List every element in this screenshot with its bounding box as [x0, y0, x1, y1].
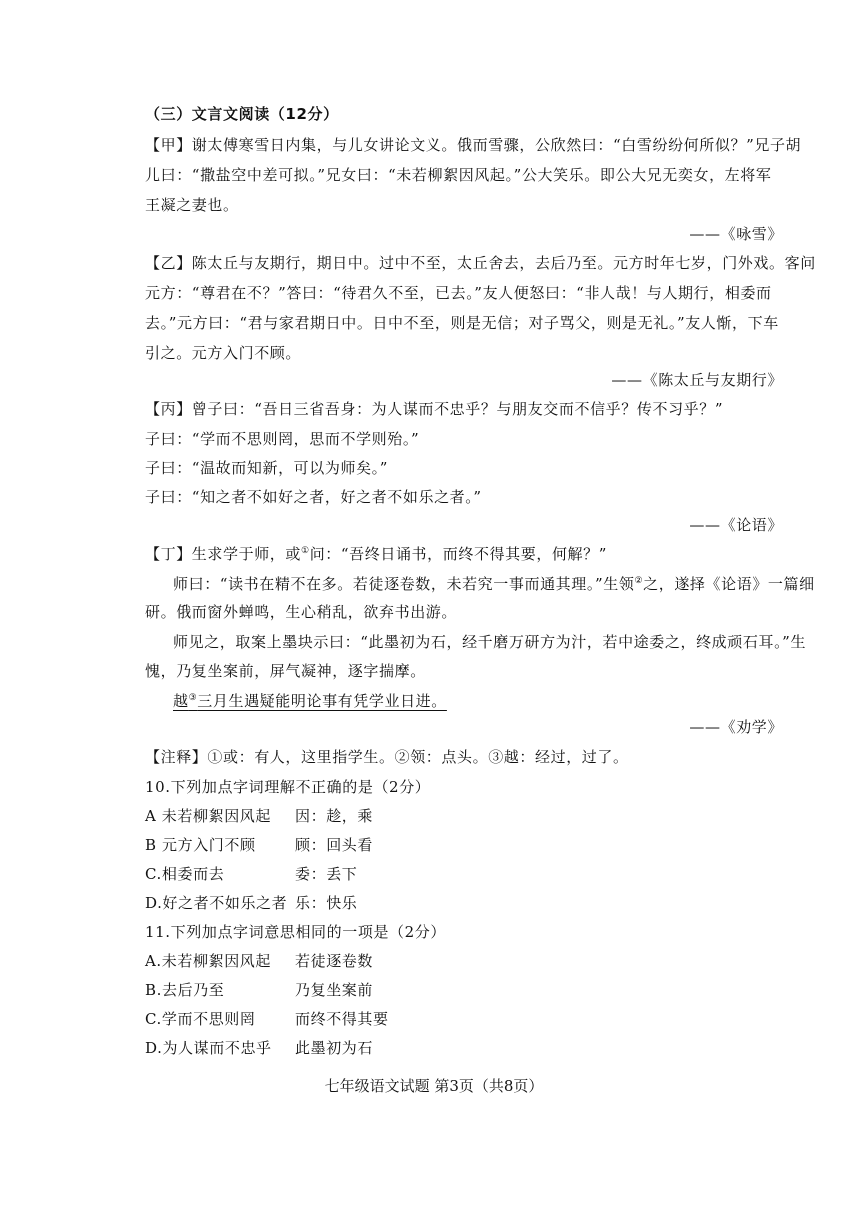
question-11-option-b: B.去后乃至 乃复坐案前	[145, 981, 374, 999]
passage-bing-line-1: 【丙】曾子曰：“吾日三省吾身：为人谋而不忠乎？与朋友交而不信乎？传不习乎？”	[145, 400, 724, 418]
question-11-option-c: C.学而不思则罔 而终不得其要	[145, 1010, 389, 1028]
passage-ding-line-6: 越③三月生遇疑能明论事有凭学业日进。	[173, 692, 447, 710]
question-10-option-c: C.相委而去 委：丢下	[145, 865, 358, 883]
passage-yi-source: ——《陈太丘与友期行》	[611, 371, 783, 389]
passage-ding-line-5: 愧，乃复坐案前，屏气凝神，逐字揣摩。	[145, 662, 426, 680]
question-11-option-d: D.为人谋而不忠乎 此墨初为石	[145, 1039, 374, 1057]
question-10-stem: 10.下列加点字词理解不正确的是（2分）	[145, 778, 431, 796]
passage-jia-line-2: 儿曰：“撒盐空中差可拟。”兄女曰：“未若柳絮因风起。”公大笑乐。即公大兄无奕女，左将军	[145, 166, 772, 184]
passage-ding-line-2: 师曰：“读书在精不在多。若徒逐卷数，未若究一事而通其理。”生领②之，遂择《论语》一篇细	[173, 575, 815, 593]
question-11-option-a: A.未若柳絮因风起 若徒逐卷数	[145, 952, 374, 970]
page-footer: 七年级语文试题 第3页（共8页）	[324, 1077, 544, 1095]
note-marker-2: ②	[634, 576, 644, 586]
passage-jia-source: ——《咏雪》	[689, 225, 783, 243]
passage-ding-line-4: 师见之，取案上墨块示曰：“此墨初为石，经千磨万研方为汁，若中途委之，终成顽石耳。”生	[173, 633, 807, 651]
section-title: （三）文言文阅读（12分）	[145, 105, 339, 123]
passage-ding-source: ——《劝学》	[689, 718, 783, 736]
passage-bing-source: ——《论语》	[689, 516, 783, 534]
passage-yi-line-4: 引之。元方入门不顾。	[145, 344, 302, 362]
question-11-stem: 11.下列加点字词意思相同的一项是（2分）	[145, 923, 447, 941]
passage-ding-line-3: 研。俄而窗外蝉鸣，生心稍乱，欲弃书出游。	[145, 603, 458, 621]
passage-jia-line-3: 王凝之妻也。	[145, 196, 239, 214]
question-10-option-b: B 元方入门不顾 顾：回头看	[145, 836, 374, 854]
passage-ding-line-1: 【丁】生求学于师，或①问：“吾终日诵书，而终不得其要，何解？”	[145, 545, 608, 563]
passage-bing-line-4: 子曰：“知之者不如好之者，好之者不如乐之者。”	[145, 488, 482, 506]
passage-bing-line-3: 子曰：“温故而知新，可以为师矣。”	[145, 459, 389, 477]
note-marker-1: ①	[301, 546, 310, 556]
passage-yi-line-3: 去。”元方曰：“君与家君期日中。日中不至，则是无信；对子骂父，则是无礼。”友人惭，下车	[145, 314, 779, 332]
question-10-option-a: A 未若柳絮因风起 因：趁，乘	[145, 807, 374, 825]
passage-bing-line-2: 子曰：“学而不思则罔，思而不学则殆。”	[145, 430, 420, 448]
passage-yi-line-1: 【乙】陈太丘与友期行，期日中。过中不至，太丘舍去，去后乃至。元方时年七岁，门外戏。客问	[145, 254, 816, 272]
annotation-notes: 【注释】①或：有人，这里指学生。②领：点头。③越：经过，过了。	[145, 748, 629, 766]
note-marker-3: ③	[188, 693, 198, 703]
passage-jia-line-1: 【甲】谢太傅寒雪日内集，与儿女讲论文义。俄而雪骤，公欣然曰：“白雪纷纷何所似？”兄子胡	[145, 136, 802, 154]
passage-yi-line-2: 元方：“尊君在不？”答曰：“待君久不至，已去。”友人便怒曰：“非人哉！与人期行，相委而	[145, 284, 772, 302]
question-10-option-d: D.好之者不如乐之者 乐：快乐	[145, 894, 358, 912]
